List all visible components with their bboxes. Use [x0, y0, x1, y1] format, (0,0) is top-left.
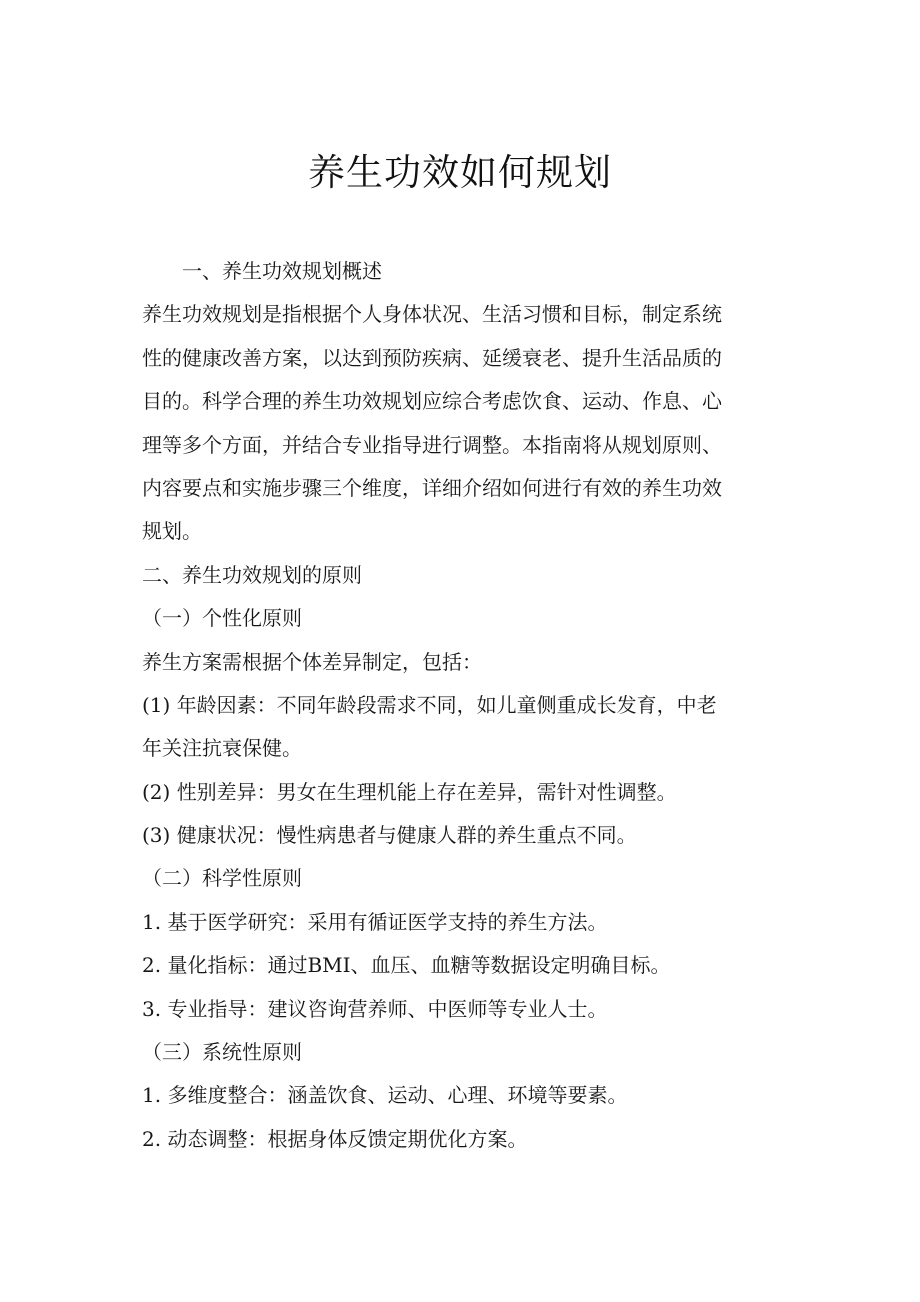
list-item-integration: 1. 多维度整合：涵盖饮食、运动、心理、环境等要素。 — [142, 1083, 628, 1108]
list-item-gender: (2) 性别差异：男女在生理机能上存在差异，需针对性调整。 — [142, 779, 677, 804]
paragraph-line: 规划。 — [142, 519, 202, 544]
paragraph-line: 性的健康改善方案，以达到预防疾病、延缓衰老、提升生活品质的 — [142, 345, 722, 370]
list-item-research: 1. 基于医学研究：采用有循证医学支持的养生方法。 — [142, 909, 608, 934]
list-item-age-continued: 年关注抗衰保健。 — [142, 736, 302, 761]
list-item-adjustment: 2. 动态调整：根据身体反馈定期优化方案。 — [142, 1126, 528, 1151]
paragraph-line: 内容要点和实施步骤三个维度，详细介绍如何进行有效的养生功效 — [142, 475, 722, 500]
paragraph-line: 养生方案需根据个体差异制定，包括： — [142, 649, 482, 674]
document-body — [142, 250, 770, 1161]
paragraph-line: 理等多个方面，并结合专业指导进行调整。本指南将从规划原则、 — [142, 432, 722, 457]
section-heading-principles: 二、养生功效规划的原则 — [142, 562, 362, 587]
subsection-heading-personalization: （一）个性化原则 — [142, 606, 302, 631]
list-item-age: (1) 年龄因素：不同年龄段需求不同，如儿童侧重成长发育，中老 — [142, 692, 717, 717]
list-item-health: (3) 健康状况：慢性病患者与健康人群的养生重点不同。 — [142, 823, 637, 848]
subsection-heading-scientific: （二）科学性原则 — [142, 866, 302, 891]
paragraph-line: 养生功效规划是指根据个人身体状况、生活习惯和目标，制定系统 — [142, 302, 722, 327]
paragraph-line: 目的。科学合理的养生功效规划应综合考虑饮食、运动、作息、心 — [142, 389, 722, 414]
subsection-heading-systematic: （三）系统性原则 — [142, 1040, 302, 1065]
list-item-guidance: 3. 专业指导：建议咨询营养师、中医师等专业人士。 — [142, 996, 608, 1021]
list-item-metrics: 2. 量化指标：通过BMI、血压、血糖等数据设定明确目标。 — [142, 953, 671, 978]
section-heading-overview: 一、养生功效规划概述 — [182, 259, 382, 283]
document-title: 养生功效如何规划 — [308, 151, 612, 194]
